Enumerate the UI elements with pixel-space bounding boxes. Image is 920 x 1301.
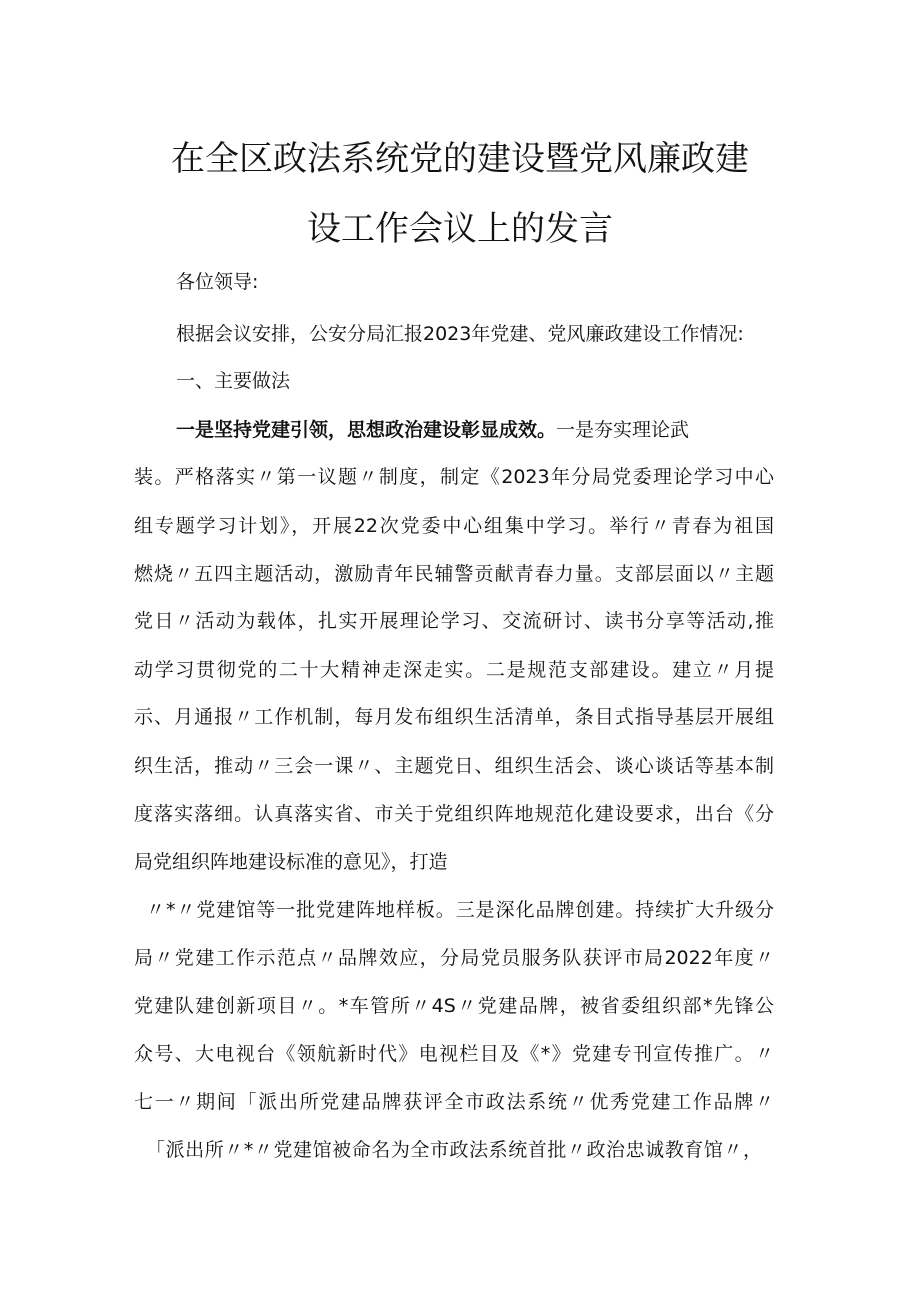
paragraph-line: 七一〃期间「派出所党建品牌获评全市政法系统〃优秀党建工作品牌〃 [134, 1091, 774, 1113]
title-line-2: 设工作会议上的发言 [307, 209, 613, 249]
paragraph-line: 众号、大电视台《领航新时代》电视栏目及《*》党建专刊宣传推广。〃 [134, 1043, 774, 1065]
paragraph-line: 党建队建创新项目〃。*车管所〃4S〃党建品牌，被省委组织部*先锋公 [134, 995, 774, 1017]
paragraph-line: 示、月通报〃工作机制，每月发布组织生活清单，条目式指导基层开展组 [134, 706, 774, 728]
paragraph-line: 度落实落细。认真落实省、市关于党组织阵地规范化建设要求，出台《分 [134, 803, 774, 825]
paragraph-line: 〃*〃党建馆等一批党建阵地样板。三是深化品牌创建。持续扩大升级分 [146, 899, 774, 921]
section-heading: 一、主要做法 [176, 370, 291, 392]
paragraph-bold-lead: 一是坚持党建引领，思想政治建设彰显成效。 [176, 419, 557, 441]
paragraph-line: 装。严格落实〃第一议题〃制度，制定《2023年分局党委理论学习中心 [134, 466, 774, 488]
paragraph-line: 组专题学习计划》，开展22次党委中心组集中学习。举行〃青春为祖国 [134, 515, 774, 537]
paragraph-first-line-rest: 一是夯实理论武 [556, 419, 690, 441]
paragraph-line: 局党组织阵地建设标准的意见》，打造 [134, 851, 448, 873]
paragraph-line: 燃烧〃五四主题活动，激励青年民辅警贡献青春力量。支部层面以〃主题 [134, 563, 774, 585]
paragraph-first-line [176, 418, 689, 442]
paragraph-line: 局〃党建工作示范点〃品牌效应，分局党员服务队获评市局2022年度〃 [134, 947, 774, 969]
paragraph-line: 党日〃活动为载体，扎实开展理论学习、交流研讨、读书分享等活动,推 [134, 610, 774, 632]
paragraph-line: 「派出所〃*〃党建馆被命名为全市政法系统首批〃政治忠诚教育馆〃， [146, 1139, 762, 1161]
paragraph-line: 织生活，推动〃三会一课〃、主题党日、组织生活会、谈心谈话等基本制 [134, 755, 774, 777]
paragraph-line: 动学习贯彻党的二十大精神走深走实。二是规范支部建设。建立〃月提 [134, 659, 774, 681]
title-line-1: 在全区政法系统党的建设暨党风廉政建 [171, 139, 749, 179]
salutation: 各位领导: [176, 271, 259, 293]
intro-paragraph: 根据会议安排，公安分局汇报2023年党建、党风廉政建设工作情况: [176, 323, 744, 345]
